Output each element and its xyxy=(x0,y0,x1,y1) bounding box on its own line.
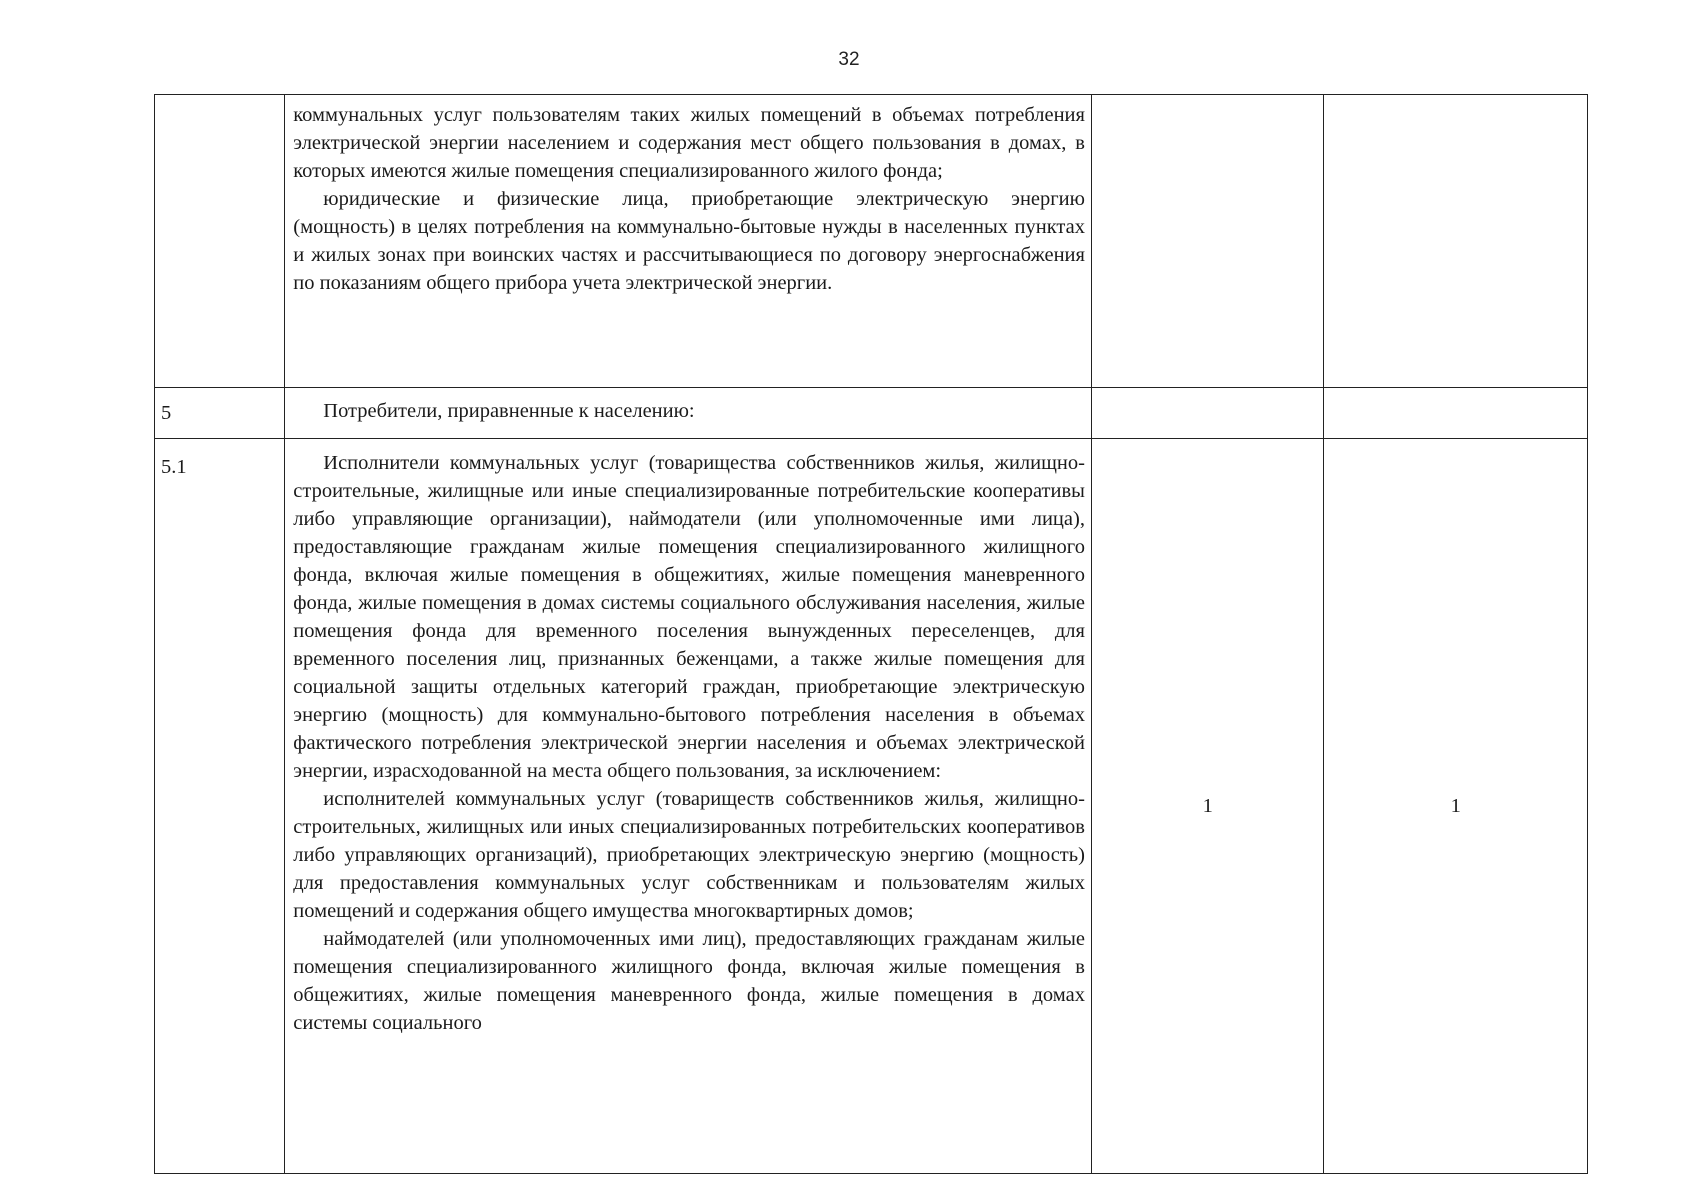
value-cell-a xyxy=(1091,95,1323,388)
row-number-cell: 5.1 xyxy=(155,439,285,1174)
description-paragraph: наймодателей (или уполномоченных ими лиц), предоставляющих гражданам жилые помещения специализированного жилищного фонда, включая жилые помещения в общежитиях, жилые помещения маневренного фонда, жилые помещения в домах системы социального xyxy=(293,928,1085,1034)
value-cell-b xyxy=(1324,95,1588,388)
row-description-cell xyxy=(285,439,1092,1174)
description-paragraph: Потребители, приравненные к населению: xyxy=(323,400,695,422)
value-cell-b xyxy=(1324,388,1588,439)
tariff-table xyxy=(154,94,1588,1174)
description-paragraph: коммунальных услуг пользователям таких жилых помещений в объемах потребления электрической энергии населением и содержания мест общего пользования в домах, в которых имеются жилые помещения специализированного жилого фонда; xyxy=(293,104,1085,182)
page-number: 32 xyxy=(838,49,860,70)
value-cell-a: 1 xyxy=(1091,439,1323,1174)
table-row xyxy=(155,388,1588,439)
value-cell-b: 1 xyxy=(1324,439,1588,1174)
row-description-cell xyxy=(285,388,1092,439)
description-paragraph: исполнителей коммунальных услуг (товариществ собственников жилья, жилищно-строительных, жилищных или иных специализированных потребительских кооперативов либо управляющих организаций), приобретающих электрическую энергию (мощность) для предоставления коммунальных услуг собственникам и пользователям жилых помещений и содержания общего имущества многоквартирных домов; xyxy=(293,788,1085,922)
table-row xyxy=(155,95,1588,388)
description-paragraph: юридические и физические лица, приобретающие электрическую энергию (мощность) в целях потребления на коммунально-бытовые нужды в населенных пунктах и жилых зонах при воинских частях и рассчитывающиеся по договору энергоснабжения по показаниям общего прибора учета электрической энергии. xyxy=(293,188,1085,294)
description-paragraph: Исполнители коммунальных услуг (товарищества собственников жилья, жилищно-строительные, жилищные или иные специализированные потребительские кооперативы либо управляющие организации), наймодатели (или уполномоченные ими лица), предоставляющие гражданам жилые помещения специализированного жилищного фонда, включая жилые помещения в общежитиях, жилые помещения маневренного фонда, жилые помещения в домах системы социального обслуживания населения, жилые помещения фонда для временного поселения вынужденных переселенцев, для временного поселения лиц, признанных беженцами, а также жилые помещения для социальной защиты отдельных категорий граждан, приобретающие электрическую энергию (мощность) для коммунально-бытового потребления населения в объемах фактического потребления электрической энергии населения и объемах электрической энергии, израсходованной на места общего пользования, за исключением: xyxy=(293,452,1085,782)
value-cell-a xyxy=(1091,388,1323,439)
row-description-cell xyxy=(285,95,1092,388)
table-row xyxy=(155,439,1588,1174)
row-number-cell: 5 xyxy=(155,388,285,439)
row-number-cell xyxy=(155,95,285,388)
